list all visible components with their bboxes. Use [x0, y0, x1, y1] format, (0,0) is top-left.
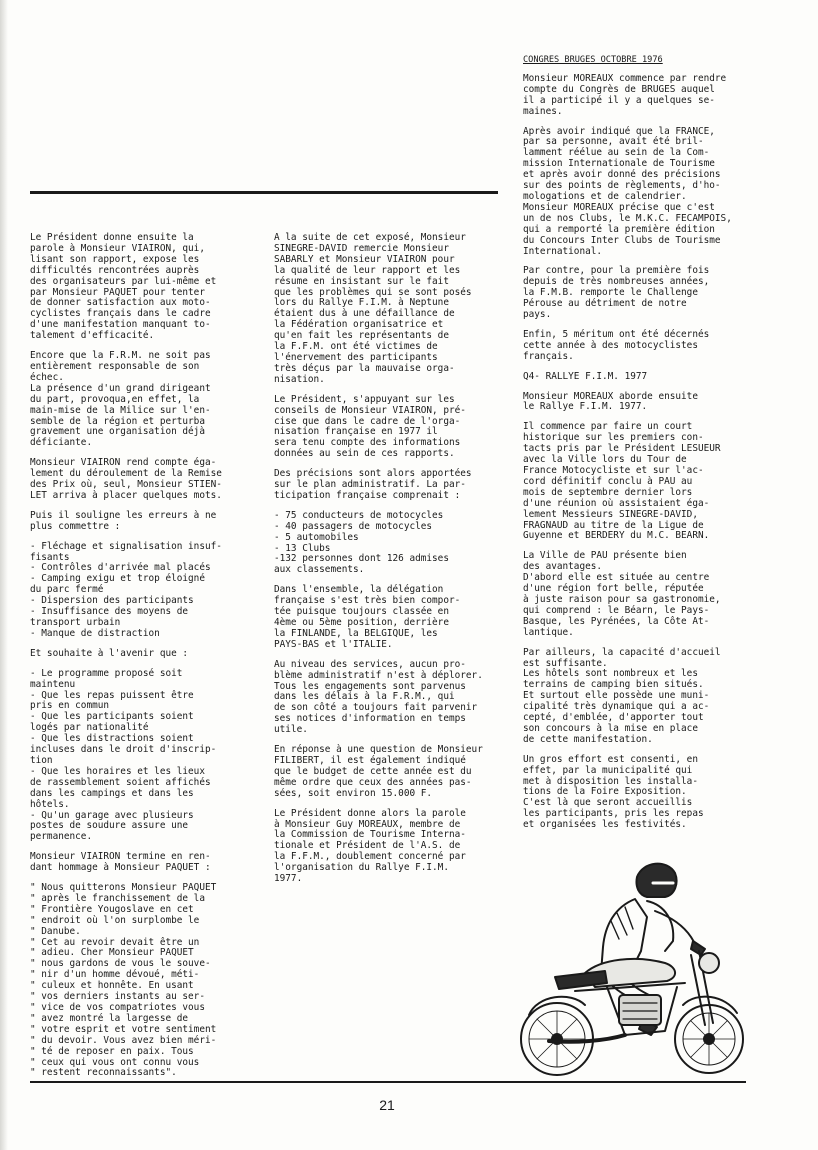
- paragraph: A la suite de cet exposé, Monsieur SINEGRE-DAVID remercie Monsieur SABARLY et Monsieur VIAIRON pour la qualité de leur rapport et les résume en insistant sur le fait que les problèmes qui se sont posés lors du Rallye F.I.M. à Neptune étaient dus à une défaillance de la Fédération organisatrice et qu'en fait les représentants de la F.F.M. ont été victimes de l'énervement des participants très déçus par la mauvaise orga- nisation.: [274, 232, 472, 385]
- paragraph: Et souhaite à l'avenir que :: [30, 647, 189, 659]
- column-left: [30, 233, 255, 1088]
- list-item: - Que les horaires et les lieux de rassemblement soient affichés dans les campings et dans les hôtels.: [30, 765, 211, 810]
- column-middle: [274, 233, 498, 894]
- list-item: - 75 conducteurs de motocycles: [274, 509, 444, 521]
- list-item: - Qu'un garage avec plusieurs postes de soudure assure une permanence.: [30, 809, 194, 843]
- paragraph: Par ailleurs, la capacité d'accueil est suffisante. Les hôtels sont nombreux et les terrains de camping bien situés. Et surtout elle possède une muni- cipalité très dynamique qui a ac- cepté, d'emblée, d'apporter tout son concours à la mise en place de cette manifestation.: [523, 646, 721, 745]
- list-item: - Insuffisance des moyens de transport urbain: [30, 606, 189, 628]
- section-heading: CONGRES BRUGES OCTOBRE 1976: [523, 55, 663, 65]
- paragraph: Le Président donne alors la parole à Monsieur Guy MOREAUX, membre de la Commission de Tourisme Interna- tionale et Président de l'A.S. de la F.F.M., doublement concerné par l'organisation du Rallye F.I.M. 1977.: [274, 807, 466, 885]
- paragraph: Monsieur MOREAUX aborde ensuite le Rallye F.I.M. 1977.: [523, 390, 698, 413]
- list-item: - Que les repas puissent être pris en commun: [30, 689, 194, 712]
- paragraph: Enfin, 5 méritum ont été décernés cette année à des motocyclistes français.: [523, 328, 710, 362]
- column-right: [523, 55, 747, 840]
- paragraph: Un gros effort est consenti, en effet, par la municipalité qui met à disposition les installa- tions de la Foire Exposition. C'est là que seront accueillis les participants, pris les repas et organisées les festivités.: [523, 753, 704, 831]
- list-item: - Que les distractions soient incluses dans le droit d'inscrip- tion: [30, 733, 217, 766]
- tribute-quote: " Nous quitterons Monsieur PAQUET " après le franchissement de la " Frontière Yougoslave en cet " endroit où l'on surplombe le " Danube. " Cet au revoir devait être un " adieu. Cher Monsieur PAQUET " nous gardons de vous le souve- " nir d'un homme dévoué, méti- " culeux et honnête. En usant " vos derniers instants au ser- " vice de vos compatriotes vous " avez montré la largesse de " votre esprit et votre sentiment " du devoir. Vous avez bien méri- " té de reposer en paix. Tous " ceux qui vous ont connu vous " restent reconnaissants".: [30, 882, 217, 1079]
- wishes-list: [30, 669, 255, 844]
- bottom-rule: [30, 1081, 746, 1083]
- paragraph: Après avoir indiqué que la FRANCE, par sa personne, avait été bril- lamment réélue au sein de la Com- mission Internationale de Tourisme et après avoir donné des précisions sur des points de règlements, d'ho- mologations et de calendrier. Monsieur MOREAUX précise que c'est un de nos Clubs, le M.K.C. FECAMPOIS, qui a remporté la première édition du Concours Inter Clubs de Tourisme International.: [523, 125, 732, 257]
- paragraph: Encore que la F.R.M. ne soit pas entièrement responsable de son échec. La présence d'un grand dirigeant du part, provoqua,en effet, la main-mise de la Milice sur l'en- semble de la région et perturba gravement une organisation déjà déficiante.: [30, 350, 211, 449]
- participation-list: [274, 511, 498, 576]
- paragraph: Dans l'ensemble, la délégation française s'est très bien compor- tée puisque toujours classée en 4ème ou 5ème position, derrière la FINLANDE, la BELGIQUE, les PAYS-BAS et l'ITALIE.: [274, 584, 461, 650]
- paragraph: Monsieur VIAIRON termine en ren- dant hommage à Monsieur PAQUET :: [30, 851, 211, 874]
- paragraph: Monsieur VIAIRON rend compte éga- lement du déroulement de la Remise des Prix où, seul, Monsieur STIEN- LET arriva à placer quelques mots.: [30, 457, 222, 501]
- paragraph: Puis il souligne les erreurs à ne plus commettre :: [30, 509, 217, 532]
- list-item: - Que les participants soient logés par nationalité: [30, 711, 194, 734]
- top-rule: [30, 191, 498, 194]
- list-item: - Dispersion des participants: [30, 595, 194, 607]
- paragraph: La Ville de PAU présente bien des avantages. D'abord elle est située au centre d'une région fort belle, réputée à juste raison pour sa gastronomie, qui comprend : le Béarn, le Pays- Basque, les Pyrénées, la Côte At- lantique.: [523, 550, 721, 638]
- section-heading: Q4- RALLYE F.I.M. 1977: [523, 370, 648, 382]
- paragraph: Des précisions sont alors apportées sur le plan administratif. La par- ticipation française comprenait :: [274, 468, 472, 501]
- page-edge-shadow: [0, 0, 8, 1150]
- paragraph: Le Président donne ensuite la parole à Monsieur VIAIRON, qui, lisant son rapport, expose les difficultés rencontrées auprès des organisateurs par lui-même et par Monsieur PAQUET pour tenter de donner satisfaction aux moto- cyclistes français dans le cadre d'une manifestation manquant to- talement d'efficacité.: [30, 232, 217, 342]
- list-item: - Le programme proposé soit maintenu: [30, 667, 183, 690]
- list-item: - Contrôles d'arrivée mal placés: [30, 562, 211, 574]
- paragraph: En réponse à une question de Monsieur FILIBERT, il est également indiqué que le budget de cette année est du même ordre que ceux des années pas- sées, soit environ 15.000 F.: [274, 744, 483, 799]
- list-item: -132 personnes dont 126 admises aux classements.: [274, 553, 449, 576]
- page-number: 21: [379, 1097, 395, 1113]
- list-item: - 5 automobiles: [274, 531, 359, 543]
- list-item: - 13 Clubs: [274, 542, 331, 554]
- paragraph: Il commence par faire un court historique sur les premiers con- tacts pris par le Président LESUEUR avec la Ville lors du Tour de France Motocycliste et sur l'ac- cord définitif conclu à PAU au mois de septembre dernier lors d'une réunion où assistaient éga- lement Messieurs SINEGRE-DAVID, FRAGNAUD au titre de la Ligue de Guyenne et BERDERY du M.C. BEARN.: [523, 421, 721, 542]
- paragraph: Monsieur MOREAUX commence par rendre compte du Congrès de BRUGES auquel il a participé il y a quelques se- maines.: [523, 72, 727, 117]
- list-item: - Manque de distraction: [30, 627, 160, 639]
- motorcycle-rider-drawing-icon: [515, 855, 745, 1080]
- paragraph: Le Président, s'appuyant sur les conseils de Monsieur VIAIRON, pré- cise que dans le cadre de l'orga- nisation française en 1977 il sera tenu compte des informations données au sein de ces rapports.: [274, 393, 466, 460]
- list-item: - Camping exigu et trop éloigné du parc fermé: [30, 573, 205, 596]
- list-item: - Fléchage et signalisation insuf- fisants: [30, 540, 222, 563]
- paragraph: Par contre, pour la première fois depuis de très nombreuses années, la F.M.B. remporte le Challenge Pérouse au détriment de notre pays.: [523, 265, 710, 321]
- list-item: - 40 passagers de motocycles: [274, 520, 433, 532]
- errors-list: [30, 542, 255, 640]
- paragraph: Au niveau des services, aucun pro- blème administratif n'est à déplorer. Tous les engagements sont parvenus dans les délais à la F.R.M., qui de son côté a toujours fait parvenir ses notices d'information en temps utile.: [274, 658, 483, 736]
